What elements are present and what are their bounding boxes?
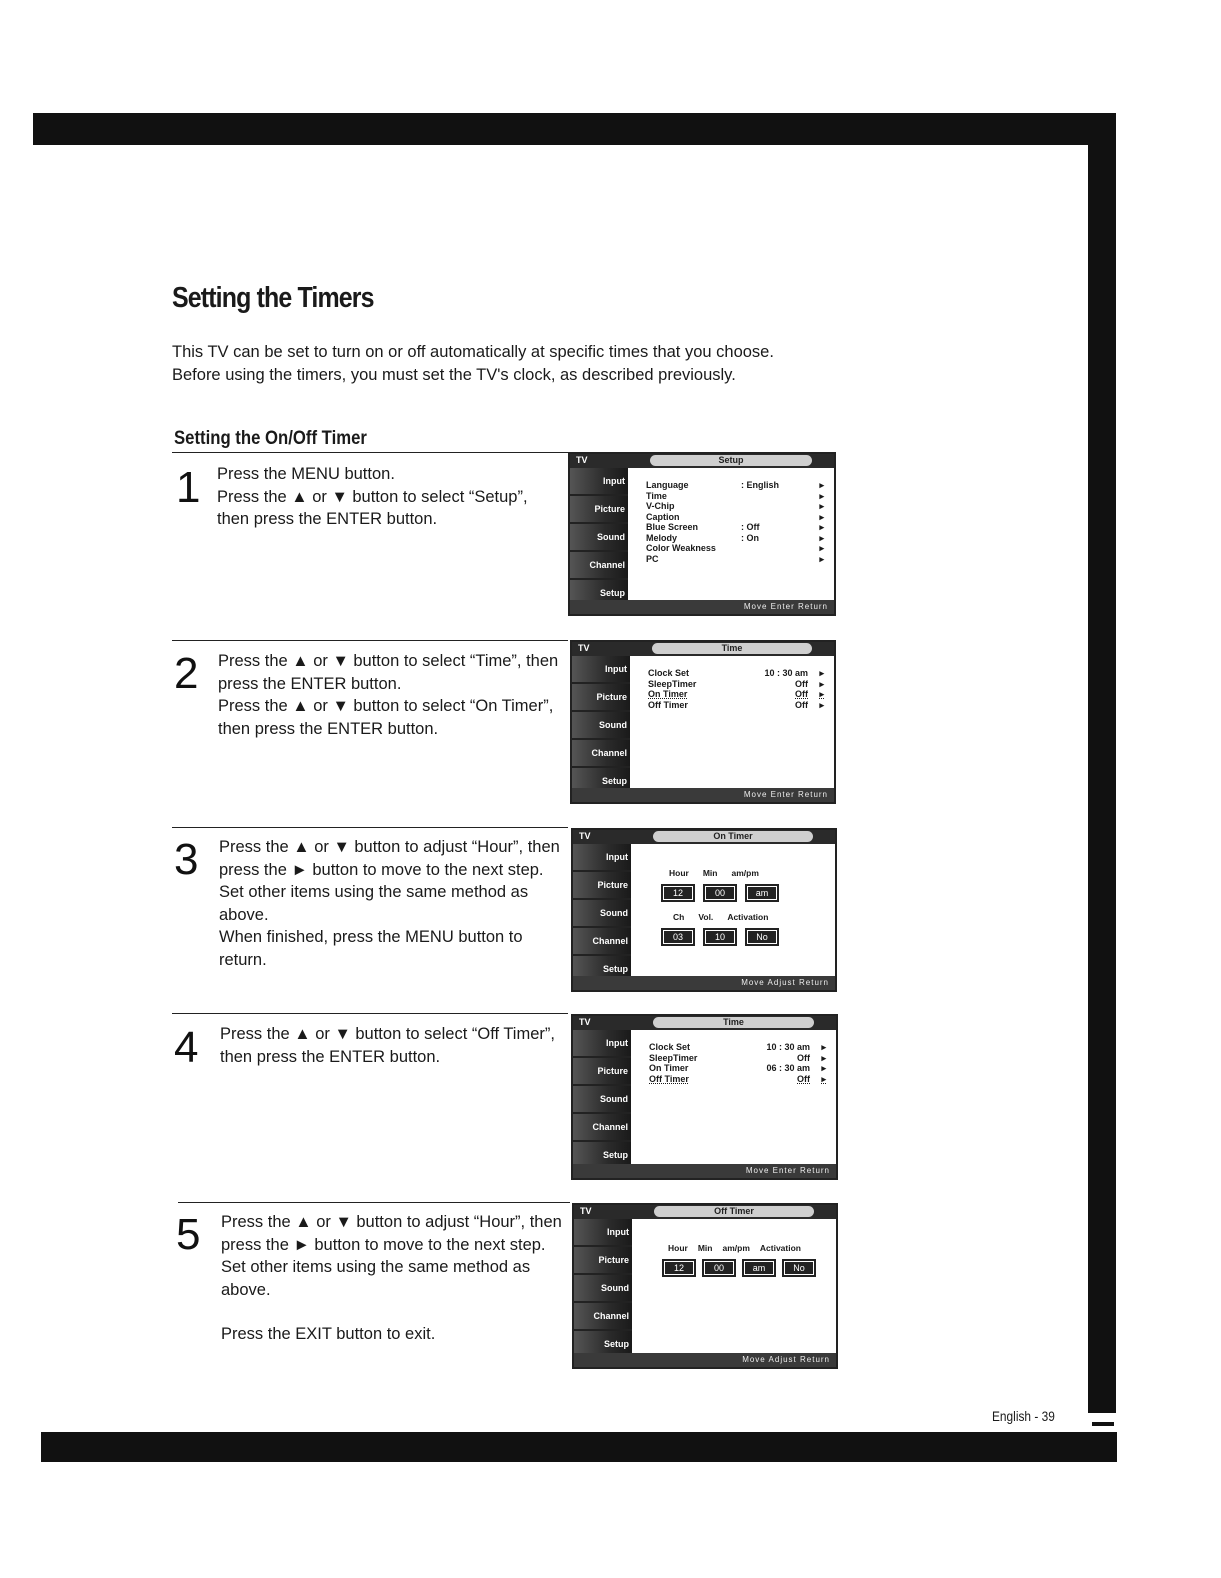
- sidebar-item-input: Input: [574, 1219, 632, 1245]
- step-line: Press the EXIT button to exit.: [221, 1325, 436, 1343]
- arrow-right-icon: ▸: [821, 1042, 826, 1052]
- step-line: Press the ▲ or ▼ button to adjust “Hour”, then press the ► button to move to the next step.: [221, 1213, 562, 1254]
- step-number-4: 4: [174, 1023, 199, 1072]
- sidebar-item-setup: Setup: [572, 768, 630, 794]
- arrow-right-icon: ▸: [821, 1073, 826, 1084]
- channel-field[interactable]: 03: [661, 928, 695, 946]
- menu-row: Language : English ▸: [646, 480, 824, 490]
- top-black-bar: [33, 113, 1115, 145]
- arrow-right-icon: ▸: [819, 699, 824, 710]
- screen-bottom-bar: Move Adjust Return: [574, 1353, 836, 1367]
- activation-field[interactable]: No: [782, 1259, 816, 1277]
- menu-row: SleepTimer Off ▸: [648, 678, 824, 689]
- menu-title: Off Timer: [654, 1206, 814, 1217]
- field-header: Hour Min am/pm: [669, 868, 759, 878]
- menu-row: Clock Set 10 : 30 am ▸: [648, 668, 824, 678]
- menu-row: PC ▸: [646, 553, 824, 564]
- arrow-right-icon: ▸: [819, 511, 824, 522]
- arrow-right-icon: ▸: [821, 1052, 826, 1063]
- menu-list: [649, 1042, 826, 1084]
- tv-label: TV: [579, 831, 591, 841]
- sidebar-item-sound: Sound: [574, 1275, 632, 1301]
- activation-field[interactable]: No: [745, 928, 779, 946]
- sidebar-item-setup: Setup: [570, 580, 628, 606]
- menu-title: On Timer: [653, 831, 813, 842]
- screen-bottom-bar: Move Enter Return: [570, 600, 834, 614]
- sidebar-item-channel: Channel: [573, 1114, 631, 1140]
- tv-screen-time: [570, 640, 836, 804]
- menu-row: Blue Screen : Off ▸: [646, 522, 824, 532]
- sidebar-item-setup: Setup: [573, 1142, 631, 1168]
- sidebar-item-picture: Picture: [573, 1058, 631, 1084]
- sidebar-item-channel: Channel: [570, 552, 628, 578]
- sidebar-item-picture: Picture: [572, 684, 630, 710]
- field-header: Ch Vol. Activation: [673, 912, 769, 922]
- tv-screen-time-updated: [571, 1014, 838, 1180]
- page-number: English - 39: [992, 1408, 1055, 1424]
- sidebar-item-sound: Sound: [570, 524, 628, 550]
- step-line: Press the ▲ or ▼ button to select “Time”, then press the ENTER button.: [218, 652, 559, 693]
- menu-row: On Timer 06 : 30 am ▸: [649, 1063, 826, 1073]
- menu-title: Setup: [650, 455, 812, 466]
- tv-label: TV: [576, 455, 588, 465]
- menu-title: Time: [652, 643, 812, 654]
- sidebar-item-channel: Channel: [572, 740, 630, 766]
- step-divider: [172, 827, 568, 828]
- menu-list: [648, 668, 824, 710]
- menu-sidebar: [572, 656, 630, 788]
- menu-list: [646, 480, 824, 564]
- ampm-field[interactable]: am: [745, 884, 779, 902]
- sidebar-item-sound: Sound: [573, 900, 631, 926]
- tv-label: TV: [578, 643, 590, 653]
- hour-field[interactable]: 12: [662, 1259, 696, 1277]
- menu-row: SleepTimer Off ▸: [649, 1052, 826, 1063]
- tv-label: TV: [580, 1206, 592, 1216]
- tv-label: TV: [579, 1017, 591, 1027]
- time-fields: [662, 1259, 816, 1277]
- field-header: Hour Min am/pm Activation: [668, 1243, 801, 1253]
- tv-screen-off-timer: [572, 1203, 838, 1369]
- step-text-5: [221, 1211, 566, 1346]
- step-number-2: 2: [174, 649, 199, 698]
- sidebar-item-picture: Picture: [570, 496, 628, 522]
- sidebar-item-channel: Channel: [573, 928, 631, 954]
- sidebar-item-setup: Setup: [574, 1331, 632, 1357]
- menu-row: On Timer Off ▸: [648, 689, 824, 699]
- arrow-right-icon: ▸: [819, 501, 824, 511]
- step-text-4: [220, 1023, 565, 1068]
- menu-row: Clock Set 10 : 30 am ▸: [649, 1042, 826, 1052]
- screen-bottom-bar: Move Enter Return: [573, 1164, 836, 1178]
- step-line: Set other items using the same method as above.: [219, 883, 529, 924]
- sidebar-item-sound: Sound: [573, 1086, 631, 1112]
- menu-sidebar: [570, 468, 628, 600]
- step-text-2: [218, 650, 563, 740]
- sidebar-item-setup: Setup: [573, 956, 631, 982]
- setting-fields: [661, 928, 779, 946]
- step-line: Press the ▲ or ▼ button to select “Off Timer”, then press the ENTER button.: [220, 1025, 555, 1066]
- sidebar-item-sound: Sound: [572, 712, 630, 738]
- step-divider: [172, 1013, 568, 1014]
- arrow-right-icon: ▸: [819, 678, 824, 689]
- time-fields: [661, 884, 779, 902]
- sidebar-item-picture: Picture: [573, 872, 631, 898]
- tv-screen-on-timer: [571, 828, 837, 992]
- sidebar-item-channel: Channel: [574, 1303, 632, 1329]
- sidebar-item-input: Input: [573, 1030, 631, 1056]
- step-line: When finished, press the MENU button to return.: [219, 928, 523, 969]
- arrow-right-icon: ▸: [819, 532, 824, 543]
- step-number-5: 5: [176, 1210, 201, 1259]
- volume-field[interactable]: 10: [703, 928, 737, 946]
- sidebar-item-input: Input: [573, 844, 631, 870]
- step-divider: [178, 1202, 570, 1203]
- right-black-bar: [1088, 113, 1116, 1413]
- menu-row: Off Timer Off ▸: [649, 1073, 826, 1084]
- section-title: Setting the On/Off Timer: [174, 428, 367, 449]
- sidebar-item-picture: Picture: [574, 1247, 632, 1273]
- arrow-right-icon: ▸: [819, 522, 824, 532]
- sidebar-item-input: Input: [572, 656, 630, 682]
- arrow-right-icon: ▸: [819, 689, 824, 699]
- step-line: Set other items using the same method as above.: [221, 1258, 531, 1299]
- step-line: Press the MENU button.: [217, 465, 395, 483]
- menu-row: V-Chip ▸: [646, 501, 824, 511]
- step-text-1: [217, 463, 562, 531]
- arrow-right-icon: ▸: [819, 543, 824, 553]
- sidebar-item-input: Input: [570, 468, 628, 494]
- arrow-right-icon: ▸: [821, 1063, 826, 1073]
- step-text-3: [219, 836, 564, 971]
- intro-paragraph: This TV can be set to turn on or off automatically at specific times that you choose. Before using the timers, you must set the TV's clock, as described previously.: [172, 343, 774, 384]
- arrow-right-icon: ▸: [819, 553, 824, 564]
- menu-sidebar: [573, 1030, 631, 1164]
- footer-tick-mark: [1092, 1422, 1114, 1426]
- ampm-field[interactable]: am: [742, 1259, 776, 1277]
- step-divider: [172, 640, 568, 641]
- arrow-right-icon: ▸: [819, 668, 824, 678]
- menu-row: Color Weakness ▸: [646, 543, 824, 553]
- bottom-black-bar: [41, 1432, 1117, 1462]
- menu-row: Time ▸: [646, 490, 824, 501]
- screen-bottom-bar: Move Adjust Return: [573, 976, 835, 990]
- step-number-3: 3: [174, 835, 199, 884]
- menu-sidebar: [574, 1219, 632, 1353]
- page-title: Setting the Timers: [172, 282, 374, 314]
- menu-row: Caption ▸: [646, 511, 824, 522]
- tv-screen-setup: [568, 452, 836, 616]
- menu-title: Time: [653, 1017, 814, 1028]
- menu-sidebar: [573, 844, 631, 976]
- menu-row: Melody : On ▸: [646, 532, 824, 543]
- section-rule: [172, 452, 568, 453]
- screen-bottom-bar: Move Enter Return: [572, 788, 834, 802]
- menu-row: Off Timer Off ▸: [648, 699, 824, 710]
- hour-field[interactable]: 12: [661, 884, 695, 902]
- step-line: Press the ▲ or ▼ button to select “On Timer”, then press the ENTER button.: [218, 697, 554, 738]
- step-number-1: 1: [176, 463, 201, 512]
- minute-field[interactable]: 00: [702, 1259, 736, 1277]
- arrow-right-icon: ▸: [819, 490, 824, 501]
- minute-field[interactable]: 00: [703, 884, 737, 902]
- step-line: Press the ▲ or ▼ button to select “Setup”, then press the ENTER button.: [217, 487, 528, 528]
- step-line: Press the ▲ or ▼ button to adjust “Hour”, then press the ► button to move to the next step.: [219, 838, 560, 879]
- arrow-right-icon: ▸: [819, 480, 824, 490]
